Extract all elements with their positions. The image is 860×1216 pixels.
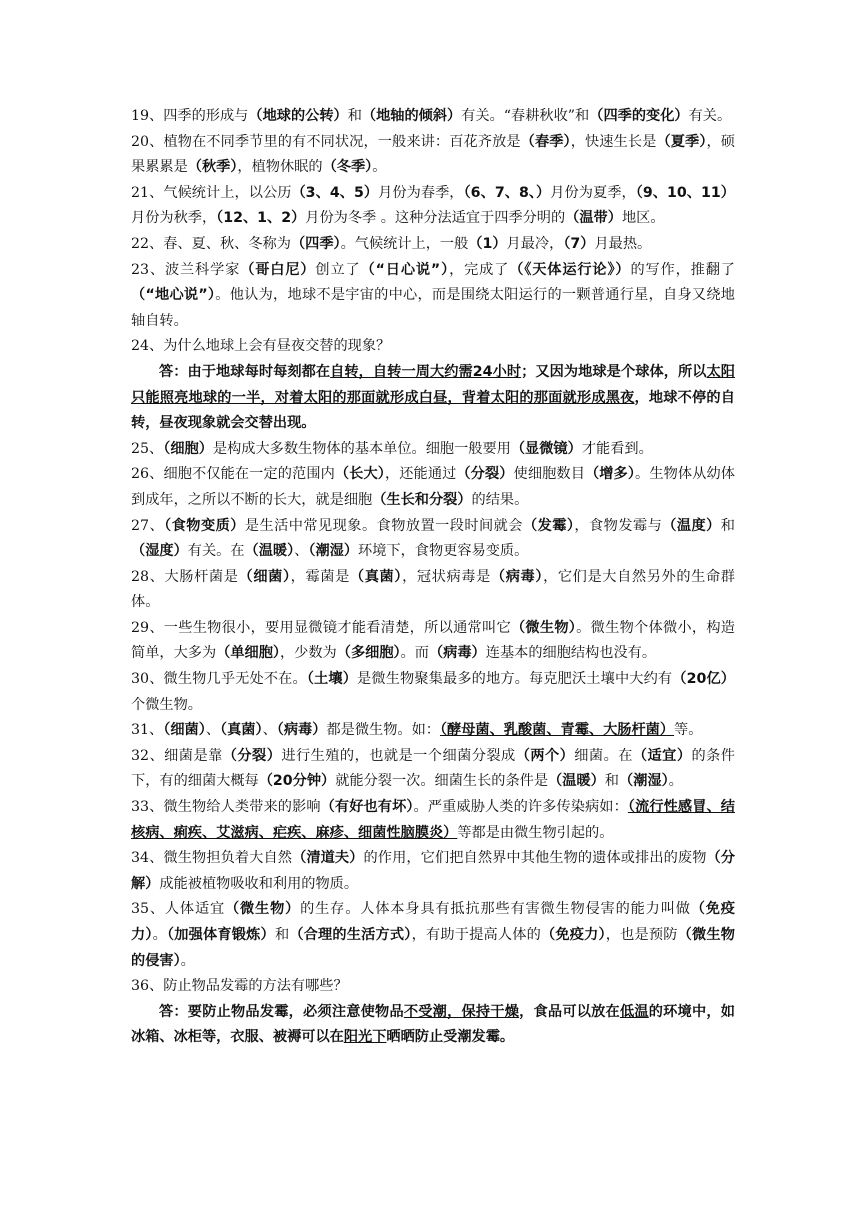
answer-term: （多细胞） — [336, 645, 401, 662]
text-run: 是微生物聚集最多的地方。每克肥沃土壤中大约有 — [357, 671, 673, 688]
answer-term: （春季） — [520, 133, 571, 150]
question-item — [131, 718, 735, 744]
text-run: 的条件下，有的细菌大概每 — [131, 747, 735, 790]
text-run: 。 — [668, 773, 683, 790]
question-item — [131, 437, 735, 463]
text-run: 20、植物在不同季节里的有不同状况，一般来讲：百花齐放是 — [131, 133, 521, 150]
answer-term: （《天体运行论》） — [509, 261, 631, 278]
answer-term: （微生物） — [225, 901, 301, 918]
answer-term: （分裂） — [222, 747, 282, 764]
underlined-text: 阳光下 — [343, 1029, 387, 1046]
answer-term: （加强体育锻炼） — [167, 927, 275, 943]
answer-term: （秋季） — [187, 159, 238, 176]
answer-term: （生长和分裂） — [372, 491, 472, 508]
text-run: 连基本的细胞结构也没有。 — [485, 645, 657, 662]
answer-term: （潮湿） — [308, 543, 359, 560]
underlined-text: 自转，自转一周大约需24小时 — [330, 363, 522, 380]
text-run: 环境下，食物更容易变质。 — [358, 543, 529, 560]
text-run: 成能被植物吸收和利用的物质。 — [159, 875, 359, 892]
text-run: 35、人体适宜 — [131, 901, 226, 918]
question-item — [131, 334, 735, 360]
text-run: 。 — [152, 927, 168, 943]
text-run: 是生活中常见现象。食物放置一段时间就会 — [244, 517, 523, 534]
text-run: 等都是由微生物引起的。 — [457, 824, 614, 841]
text-run: 月份为秋季， — [131, 210, 217, 227]
question-item — [131, 181, 735, 232]
text-run: 是构成大多数生物体的基本单位。细胞一般要用 — [212, 440, 511, 457]
answer-term: （温暖） — [548, 773, 605, 790]
question-item — [131, 514, 735, 565]
text-run: 30、微生物几乎无处不在。 — [131, 671, 307, 688]
text-run: 的结果。 — [471, 491, 529, 508]
answer-term: （地球的公转） — [248, 108, 348, 124]
text-run: 28、大肠杆菌是 — [131, 568, 239, 585]
answer-term: （四季的变化） — [589, 108, 689, 124]
answer-term: （哥白尼） — [240, 261, 316, 278]
text-run: ，它们是大自然另外的生命群体。 — [131, 568, 735, 611]
question-item — [131, 232, 735, 258]
text-run: 有关。“春耕秋收”和 — [461, 108, 590, 124]
answer-term: （发霉） — [522, 517, 575, 534]
text-run: ，霉菌是 — [290, 568, 350, 585]
text-run: 和 — [604, 773, 619, 790]
answer-term: （6、7、8、） — [463, 184, 551, 201]
answer-paragraph — [131, 360, 735, 437]
answer-term: （3、4、5） — [291, 184, 379, 201]
text-run: 进行生殖的，也就是一个细菌分裂成 — [281, 747, 516, 764]
text-run: 都是微生物。如： — [326, 722, 440, 739]
text-run: ，还能通过 — [384, 466, 457, 483]
answer-term: （病毒） — [276, 722, 327, 739]
answer-term: （湿度） — [131, 543, 188, 560]
text-run: ，快速生长是 — [570, 133, 657, 150]
text-run: 月最冷， — [506, 235, 564, 252]
text-run: 地区。 — [621, 210, 665, 227]
text-run: 有关。 — [688, 108, 732, 124]
answer-term: （20亿） — [672, 671, 735, 688]
answer-term: （分裂） — [456, 466, 514, 483]
question-item — [131, 104, 735, 130]
text-run: 32、细菌是靠 — [131, 747, 223, 764]
text-run: 23、波兰科学家 — [131, 261, 241, 278]
text-run: 个微生物。 — [131, 696, 202, 713]
question-item — [131, 667, 735, 718]
question-item — [131, 462, 735, 513]
text-run: 答：要防止物品发霉，必须注意使物品 — [159, 1003, 404, 1020]
answer-term: （适宜） — [632, 747, 692, 764]
document-page — [131, 104, 735, 1051]
text-run: 。 — [372, 159, 387, 176]
text-run: 月份为春季， — [378, 184, 464, 201]
answer-term: （合理的生活方式） — [289, 927, 412, 943]
answer-term: （单细胞） — [216, 645, 280, 662]
text-run: ，地球不停的自转，昼夜现象就会交替出现。 — [131, 389, 735, 432]
answer-term: （12、1、2） — [216, 210, 306, 227]
text-run: 答：由于地球每时每刻都在 — [159, 363, 331, 380]
answer-term: （1） — [468, 235, 507, 252]
answer-term: （四季） — [290, 235, 341, 252]
question-item — [131, 130, 735, 181]
text-run: ，植物休眠的 — [237, 159, 323, 176]
text-run: 24、为什么地球上会有昼夜交替的现象？ — [131, 338, 391, 355]
question-item — [131, 744, 735, 795]
answer-term: （地轴的倾斜） — [361, 108, 462, 124]
answer-term: （流行性感冒、结核病、痢疾、艾滋病、疟疾、麻疹、细菌性脑膜炎） — [131, 799, 735, 841]
text-run: 有关。在 — [187, 543, 245, 560]
text-run: 、 — [294, 543, 309, 560]
answer-term: （潮湿） — [619, 773, 669, 790]
text-run: 21、气候统计上，以公历 — [131, 184, 292, 201]
text-run: 就能分裂一次。细菌生长的条件是 — [335, 773, 549, 790]
question-item — [131, 974, 735, 1000]
text-run: 。而 — [400, 645, 429, 662]
text-run: 和 — [720, 517, 735, 534]
text-run: ，冠状病毒是 — [402, 568, 491, 585]
answer-term: （温暖） — [244, 543, 295, 560]
answer-term: （9、10、11） — [635, 184, 735, 201]
text-run: 。他认为，地球不是宇宙的中心，而是围绕太阳运行的一颗普通行星，自身又绕地轴自转。 — [131, 287, 735, 329]
answer-term: （病毒） — [490, 568, 544, 585]
text-run: 、 — [205, 722, 221, 739]
answer-term: （冬季） — [322, 159, 373, 176]
text-run: 的作用，它们把自然界中其他生物的遗体或排出的废物 — [363, 850, 707, 867]
text-run: 31、 — [131, 722, 164, 739]
text-run: 晒晒防止受潮发霉。 — [386, 1029, 515, 1046]
answer-paragraph — [131, 1000, 735, 1051]
text-run: 才能看到。 — [581, 440, 653, 457]
text-run: 。 — [180, 952, 195, 969]
answer-term: （长大） — [334, 466, 385, 483]
text-run: 的写作，推翻了 — [630, 261, 735, 278]
answer-term: （清道夫） — [292, 850, 364, 867]
answer-term: （20分钟） — [258, 773, 336, 790]
text-run: 的环境中，如冰箱、冰柜等，衣服、被褥可以在 — [131, 1003, 735, 1046]
question-item — [131, 616, 735, 667]
answer-term: （有好也有坏） — [320, 799, 414, 816]
answer-term: （病毒） — [428, 645, 486, 662]
answer-term: （增多） — [584, 466, 636, 483]
answer-term: （细胞） — [163, 440, 213, 457]
text-run: ，食物发霉与 — [574, 517, 663, 534]
text-run: 月份为夏季， — [550, 184, 636, 201]
text-run: 的生存。人体本身具有抵抗那些有害微生物侵害的能力叫做 — [300, 901, 691, 918]
underlined-text: 不受潮，保持干燥 — [403, 1003, 520, 1020]
text-run: 创立了 — [315, 261, 361, 278]
text-run: 。气候统计上，一般 — [340, 235, 469, 252]
text-run: 34、微生物担负着大自然 — [131, 850, 293, 867]
question-item — [131, 795, 735, 846]
text-run: 19、四季的形成与 — [131, 108, 249, 124]
answer-term: （食物变质） — [164, 517, 245, 534]
answer-term: （细菌） — [163, 722, 206, 739]
text-run: 。生物体从幼体到成年，之所以不断的长大，就是细胞 — [131, 466, 735, 508]
answer-term: （7） — [563, 235, 595, 252]
text-run: 25、 — [131, 440, 164, 457]
answer-term: （温度） — [662, 517, 721, 534]
text-run: 。微生物个体微小，构造简单，大多为 — [131, 619, 735, 662]
text-run: ，有助于提高人体的 — [411, 927, 541, 943]
text-run: ，硕果累累是 — [131, 133, 735, 176]
answer-term: （土壤） — [306, 671, 358, 688]
answer-term: （细菌） — [238, 568, 291, 585]
answer-term: （微生物的侵害） — [131, 927, 735, 969]
answer-term: （微生物） — [510, 619, 577, 636]
answer-term: （真菌） — [349, 568, 403, 585]
text-run: ，食品可以放在 — [519, 1003, 620, 1020]
answer-term: （“地心说”） — [131, 287, 216, 304]
text-run: 33、微生物给人类带来的影响 — [131, 799, 321, 816]
text-run: 36、防止物品发霉的方法有哪些？ — [131, 978, 348, 995]
answer-term: （免疫力） — [131, 901, 735, 943]
text-run: 等。 — [674, 722, 703, 739]
text-run: 月份为冬季 。这种分法适宜于四季分明的 — [305, 210, 566, 227]
answer-term: （温带） — [565, 210, 622, 227]
question-item — [131, 565, 735, 616]
answer-term: （分解） — [131, 850, 735, 892]
text-run: 和 — [274, 927, 290, 943]
text-run: 26、细胞不仅能在一定的范围内 — [131, 466, 335, 483]
text-run: 27、 — [131, 517, 165, 534]
text-run: ，少数为 — [279, 645, 337, 662]
text-run: ；又因为地球是个球体，所以 — [521, 363, 707, 380]
text-run: 、 — [262, 722, 277, 739]
text-run: 29、一些生物很小，要用显微镜才能看清楚，所以通常叫它 — [131, 619, 511, 636]
answer-term: （酵母菌、乳酸菌、青霉、大肠杆菌） — [439, 722, 675, 739]
answer-term: （显微镜） — [510, 440, 582, 457]
answer-term: （“日心说”） — [360, 261, 450, 278]
text-run: ，完成了 — [449, 261, 510, 278]
question-item — [131, 258, 735, 335]
text-run: 22、春、夏、秋、冬称为 — [131, 235, 291, 252]
answer-term: （两个） — [515, 747, 575, 764]
text-run: 。严重威胁人类的许多传染病如： — [413, 799, 628, 816]
text-run: 使细胞数目 — [513, 466, 585, 483]
question-item — [131, 846, 735, 897]
answer-term: （夏季） — [656, 133, 707, 150]
question-item — [131, 897, 735, 974]
answer-term: （真菌） — [220, 722, 263, 739]
text-run: 月最热。 — [594, 235, 652, 252]
answer-term: （免疫力） — [540, 927, 606, 943]
underlined-text: 低温 — [619, 1003, 649, 1020]
underlined-text: 太阳只能照亮地球的一半，对着太阳的那面就形成白昼，背着太阳的那面就形成黑夜 — [131, 363, 735, 406]
text-run: 细菌。在 — [574, 747, 633, 764]
text-run: ，也是预防 — [605, 927, 678, 943]
text-run: 和 — [347, 108, 362, 124]
